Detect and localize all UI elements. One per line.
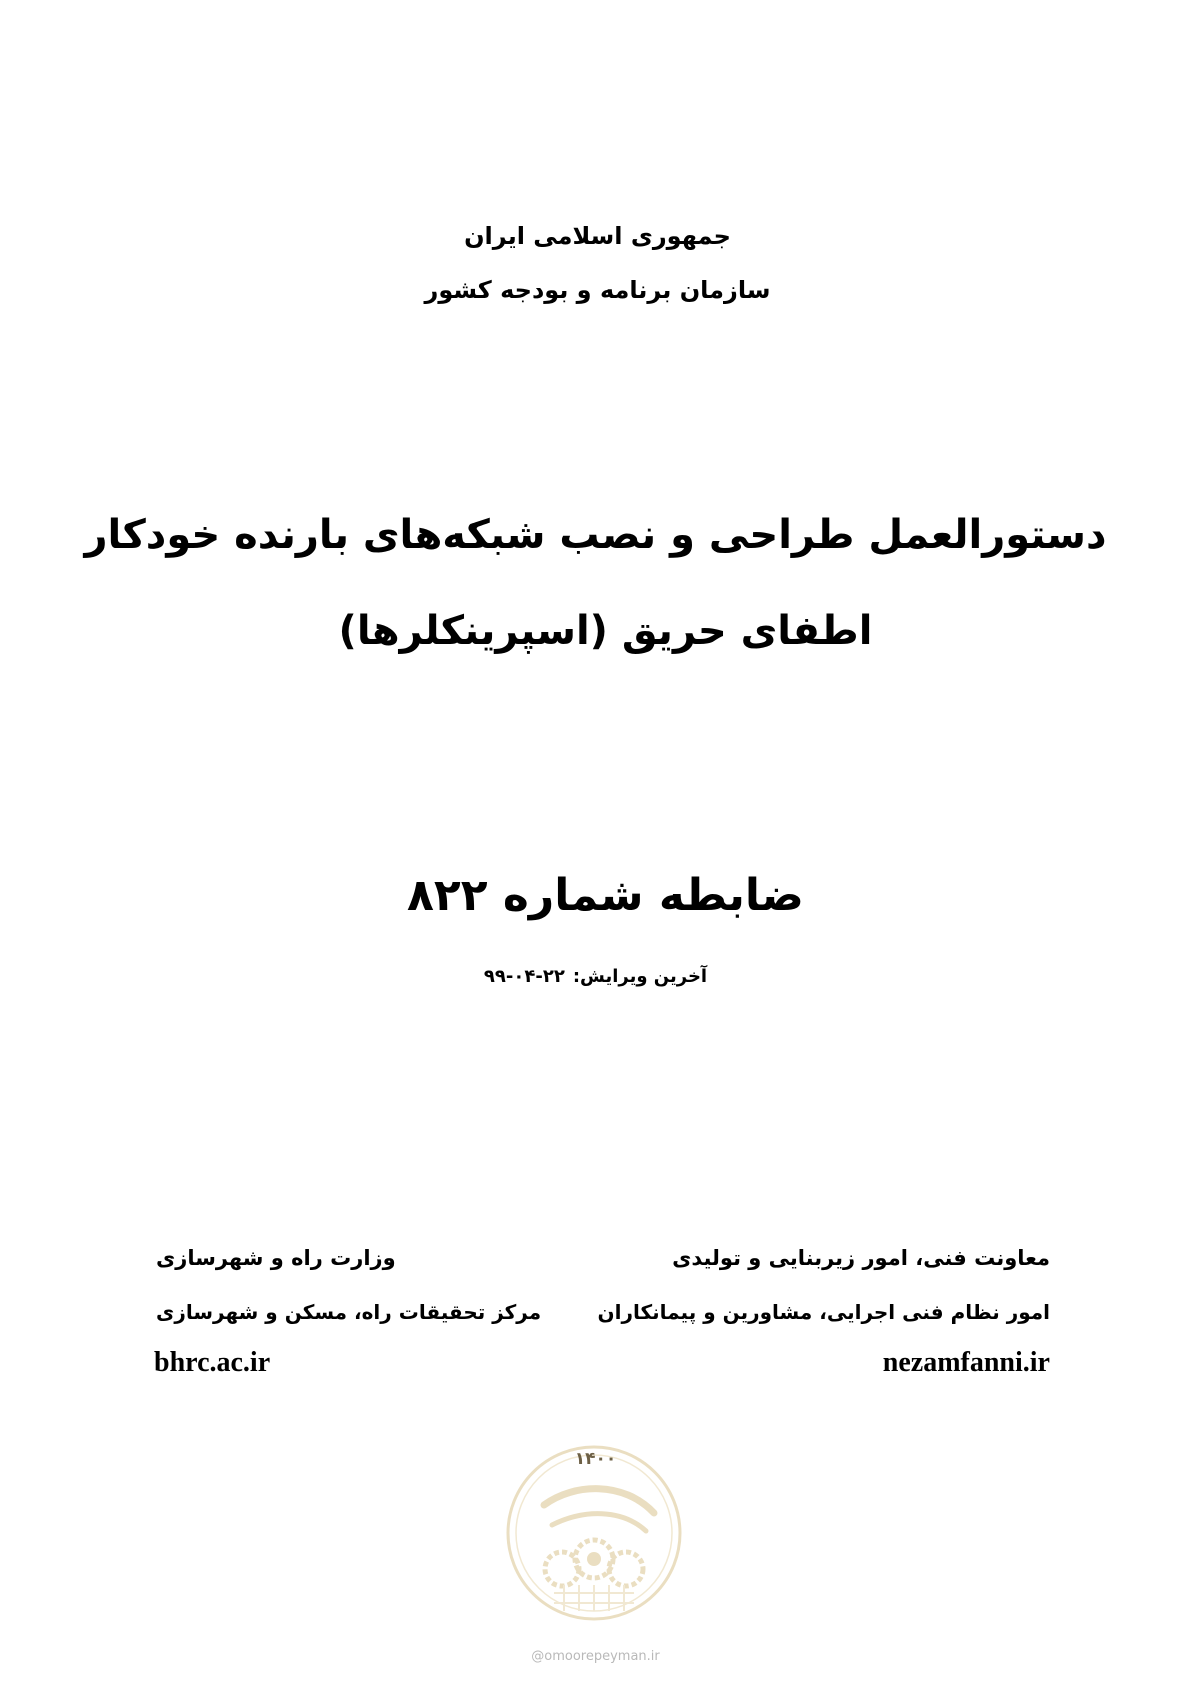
code-number: ضابطه شماره ۸۲۲ — [407, 870, 804, 921]
watermark-seal-logo — [504, 1443, 684, 1623]
watermark-url: @omoorepeyman.ir — [531, 1649, 660, 1664]
edition-line — [0, 966, 1191, 987]
document-title-line-2: اطفای حریق (اسپرینکلرها) — [338, 608, 873, 654]
footer-left-line-2: مرکز تحقیقات راه، مسکن و شهرسازی — [156, 1300, 542, 1324]
watermark-year: ۱۴۰۰ — [574, 1449, 617, 1469]
footer-right-website[interactable]: nezamfanni.ir — [882, 1347, 1050, 1378]
footer-left-line-1: وزارت راه و شهرسازی — [156, 1246, 396, 1270]
edition-date: ۲۲-۰۴-۹۹ — [483, 966, 565, 987]
header-country: جمهوری اسلامی ایران — [464, 222, 731, 250]
document-title-line-1: دستورالعمل طراحی و نصب شبکه‌های بارنده خودکار — [84, 512, 1107, 558]
footer-left-website[interactable]: bhrc.ac.ir — [154, 1347, 271, 1378]
footer-right-line-1: معاونت فنی، امور زیربنایی و تولیدی — [672, 1246, 1050, 1270]
edition-label: آخرین ویرایش: — [572, 966, 708, 987]
header-organization: سازمان برنامه و بودجه کشور — [424, 276, 771, 304]
footer-right-line-2: امور نظام فنی اجرایی، مشاورین و پیمانکاران — [597, 1300, 1050, 1324]
